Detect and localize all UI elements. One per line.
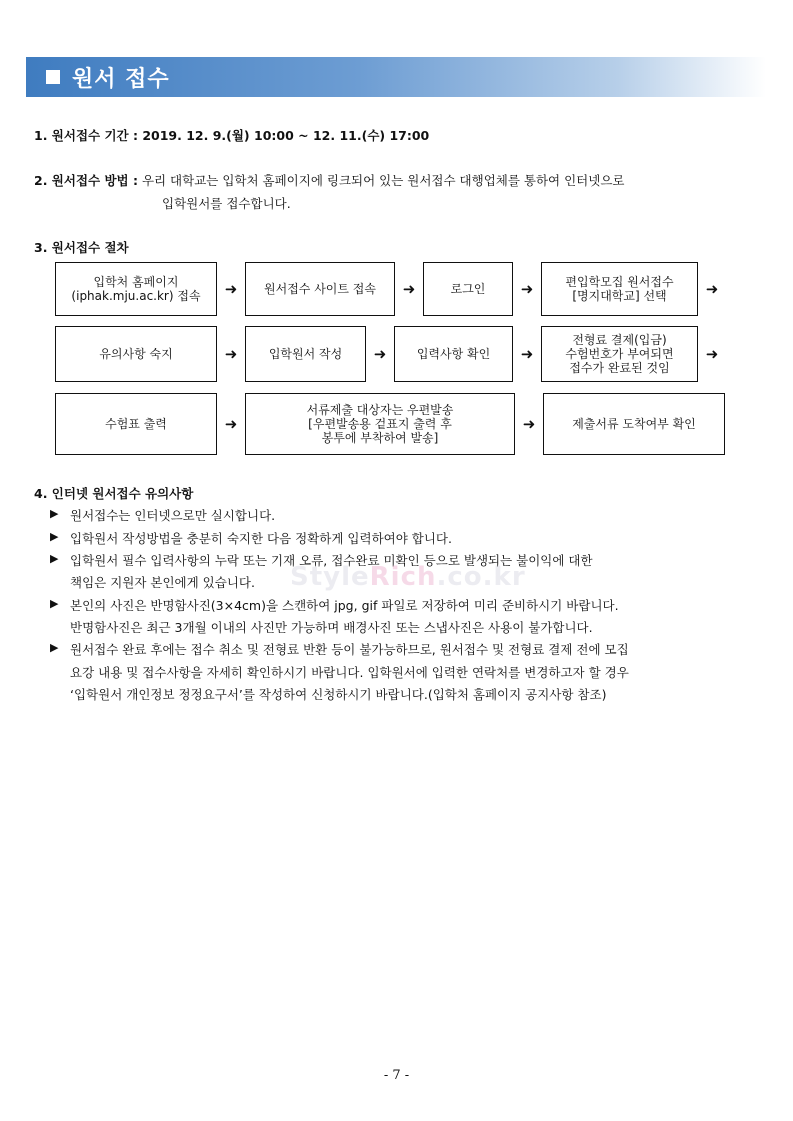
flow-step-site-access: 원서접수 사이트 접속 (245, 262, 395, 316)
watermark: StyleRich.co.kr (290, 562, 526, 592)
note-continuation: 반명함사진은 최근 3개월 이내의 사진만 가능하며 배경사진 또는 스냅사진은 사용이 불가합니다. (70, 620, 593, 635)
flow-row-1 (55, 262, 726, 316)
note-item: ▶ 원서접수 완료 후에는 접수 취소 및 전형료 반환 등이 불가능하므로, 원서접수 및 전형료 결제 전에 모집 (50, 641, 629, 657)
flow-step-select-school: 편입학모집 원서접수 [명지대학교] 선택 (541, 262, 698, 316)
arrow-right-icon: ➜ (373, 345, 387, 363)
note-continuation: ‘입학원서 개인정보 정정요구서’를 작성하여 신청하시기 바랍니다.(입학처 홈페이지 공지사항 참조) (70, 687, 607, 702)
procedure-heading: 3. 원서접수 절차 (34, 240, 129, 255)
flow-step-write-form: 입학원서 작성 (245, 326, 366, 382)
note-item: ▶ 본인의 사진은 반명함사진(3×4cm)을 스캔하여 jpg, gif 파일로 저장하여 미리 준비하시기 바랍니다. (50, 597, 619, 613)
method-line (34, 171, 624, 189)
method-text-2: 입학원서를 접수합니다. (162, 196, 291, 211)
arrow-right-icon: ➜ (224, 415, 238, 433)
arrow-right-icon: ➜ (402, 280, 416, 298)
flow-step-mail-documents: 서류제출 대상자는 우편발송 [우편발송용 겉표지 출력 후 봉투에 부착하여 발송] (245, 393, 515, 455)
flow-step-print-ticket: 수험표 출력 (55, 393, 217, 455)
period-line (34, 126, 429, 144)
period-value: 2019. 12. 9.(월) 10:00 ~ 12. 11.(수) 17:00 (142, 128, 430, 143)
flow-step-confirm-arrival: 제출서류 도착여부 확인 (543, 393, 725, 455)
section-title: 원서 접수 (72, 66, 170, 92)
flow-step-verify-input: 입력사항 확인 (394, 326, 513, 382)
flow-step-read-notice: 유의사항 숙지 (55, 326, 217, 382)
note-continuation: 요강 내용 및 접수사항을 자세히 확인하시기 바랍니다. 입학원서에 입력한 연락처를 변경하고자 할 경우 (70, 665, 629, 680)
arrow-right-icon: ➜ (520, 280, 534, 298)
flow-row-3 (55, 393, 725, 455)
note-item: ▶ 입학원서 작성방법을 충분히 숙지한 다음 정확하게 입력하여야 합니다. (50, 530, 452, 546)
triangle-bullet-icon: ▶ (50, 641, 59, 654)
section-header-bar (26, 57, 766, 97)
method-text-1: 우리 대학교는 입학처 홈페이지에 링크되어 있는 원서접수 대행업체를 통하여 인터넷으로 (141, 173, 625, 188)
triangle-bullet-icon: ▶ (50, 507, 59, 520)
flow-step-payment: 전형료 결제(입금) 수험번호가 부여되면 접수가 완료된 것임 (541, 326, 698, 382)
flow-step-homepage: 입학처 홈페이지 (iphak.mju.ac.kr) 접속 (55, 262, 217, 316)
page-number: - 7 - (383, 1068, 410, 1083)
notes-heading: 4. 인터넷 원서접수 유의사항 (34, 486, 194, 501)
period-label: 1. 원서접수 기간 : (34, 128, 138, 143)
triangle-bullet-icon: ▶ (50, 530, 59, 543)
arrow-right-icon: ➜ (520, 345, 534, 363)
arrow-right-icon: ➜ (224, 280, 238, 298)
arrow-right-icon: ➜ (705, 280, 719, 298)
arrow-right-icon: ➜ (522, 415, 536, 433)
arrow-right-icon: ➜ (224, 345, 238, 363)
note-item: ▶ 원서접수는 인터넷으로만 실시합니다. (50, 507, 276, 523)
square-bullet-icon (46, 70, 60, 84)
flow-step-login: 로그인 (423, 262, 513, 316)
triangle-bullet-icon: ▶ (50, 552, 59, 565)
method-label: 2. 원서접수 방법 : (34, 173, 138, 188)
note-item: ▶ 입학원서 필수 입력사항의 누락 또는 기재 오류, 접수완료 미확인 등으로 발생되는 불이익에 대한 (50, 552, 593, 568)
note-continuation: 책임은 지원자 본인에게 있습니다. (70, 575, 255, 590)
arrow-right-icon: ➜ (705, 345, 719, 363)
triangle-bullet-icon: ▶ (50, 597, 59, 610)
flow-row-2 (55, 326, 726, 382)
